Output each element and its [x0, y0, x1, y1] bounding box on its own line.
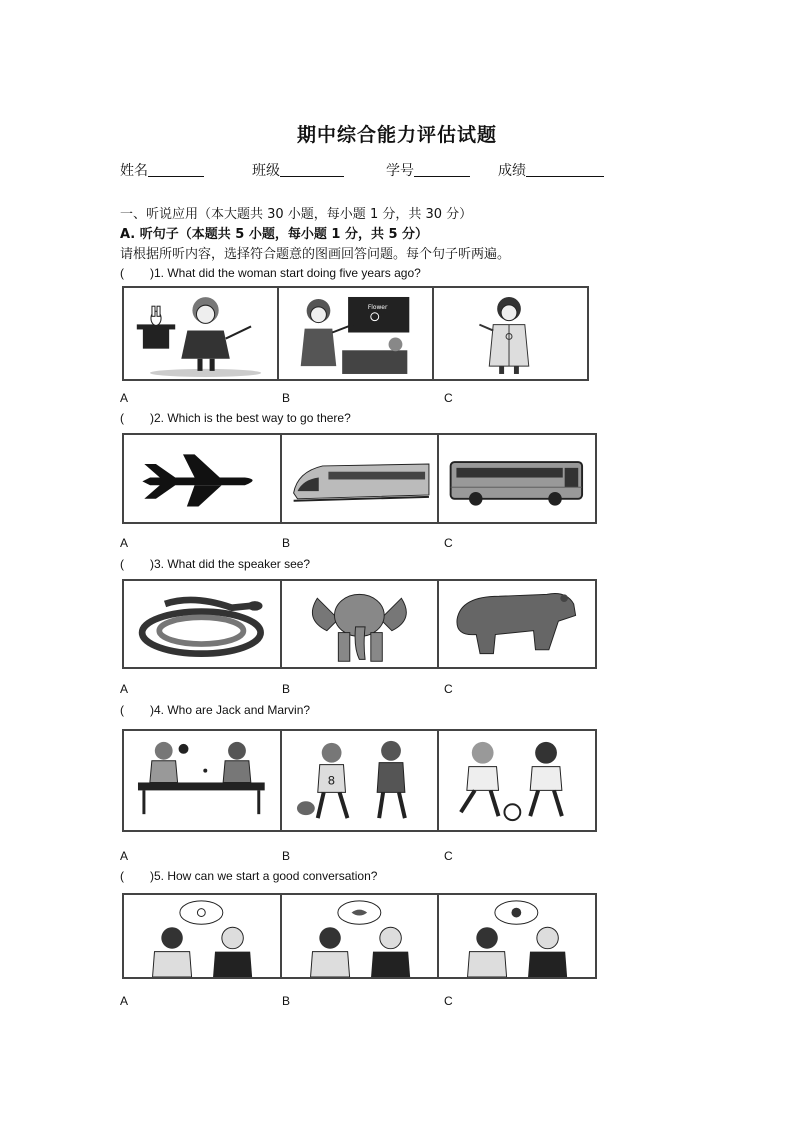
basketball-players-icon[interactable]	[282, 731, 440, 830]
option-label-a: A	[120, 994, 129, 1008]
soccer-players-icon[interactable]	[439, 731, 595, 830]
option-label-b: B	[282, 682, 291, 696]
option-label-b: B	[282, 849, 291, 863]
question-3: ( )3. What did the speaker see?	[120, 557, 311, 571]
ping-pong-players-icon[interactable]	[124, 731, 282, 830]
part-heading: A. 听句子（本题共 5 小题，每小题 1 分，共 5 分）	[120, 227, 429, 242]
bear-icon[interactable]	[439, 581, 595, 667]
question-1-pictures	[122, 286, 589, 381]
option-label-c: C	[444, 994, 453, 1008]
svg-text:Flower: Flower	[367, 304, 388, 311]
elephant-icon[interactable]	[282, 581, 440, 667]
question-2: ( )2. Which is the best way to go there?	[120, 411, 351, 425]
option-label-c: C	[444, 391, 453, 405]
option-label-a: A	[120, 391, 129, 405]
option-label-b: B	[282, 391, 291, 405]
question-5-pictures	[122, 893, 597, 979]
food-talk-icon[interactable]	[282, 895, 440, 977]
svg-text:8: 8	[327, 773, 335, 788]
score-field[interactable]: 成绩	[498, 160, 604, 180]
question-1: ( )1. What did the woman start doing five years ago?	[120, 266, 421, 280]
option-label-a: A	[120, 536, 129, 550]
page-title: 期中综合能力评估试题	[296, 124, 497, 146]
question-4-pictures	[122, 729, 597, 832]
student-id-field[interactable]: 学号	[386, 160, 470, 180]
option-label-a: A	[120, 682, 129, 696]
option-label-b: B	[282, 536, 291, 550]
bus-icon[interactable]	[439, 435, 595, 522]
option-label-a: A	[120, 849, 129, 863]
snake-icon[interactable]	[124, 581, 282, 667]
magician-girl-icon[interactable]	[124, 288, 279, 379]
doctor-icon[interactable]	[434, 288, 587, 379]
question-2-pictures	[122, 433, 597, 524]
option-label-c: C	[444, 849, 453, 863]
instruction-text: 请根据所听内容，选择符合题意的图画回答问题。每个句子听两遍。	[120, 247, 511, 262]
airplane-icon[interactable]	[124, 435, 282, 522]
name-field[interactable]: 姓名	[120, 160, 204, 180]
train-icon[interactable]	[282, 435, 440, 522]
weather-talk-icon[interactable]	[124, 895, 282, 977]
question-5: ( )5. How can we start a good conversation?	[120, 869, 378, 883]
sports-talk-icon[interactable]	[439, 895, 595, 977]
option-label-c: C	[444, 682, 453, 696]
option-label-b: B	[282, 994, 291, 1008]
class-field[interactable]: 班级	[252, 160, 344, 180]
option-label-c: C	[444, 536, 453, 550]
question-4: ( )4. Who are Jack and Marvin?	[120, 703, 311, 717]
section-heading: 一、听说应用（本大题共 30 小题，每小题 1 分，共 30 分）	[120, 207, 473, 222]
teacher-icon[interactable]	[279, 288, 434, 379]
question-3-pictures	[122, 579, 597, 669]
